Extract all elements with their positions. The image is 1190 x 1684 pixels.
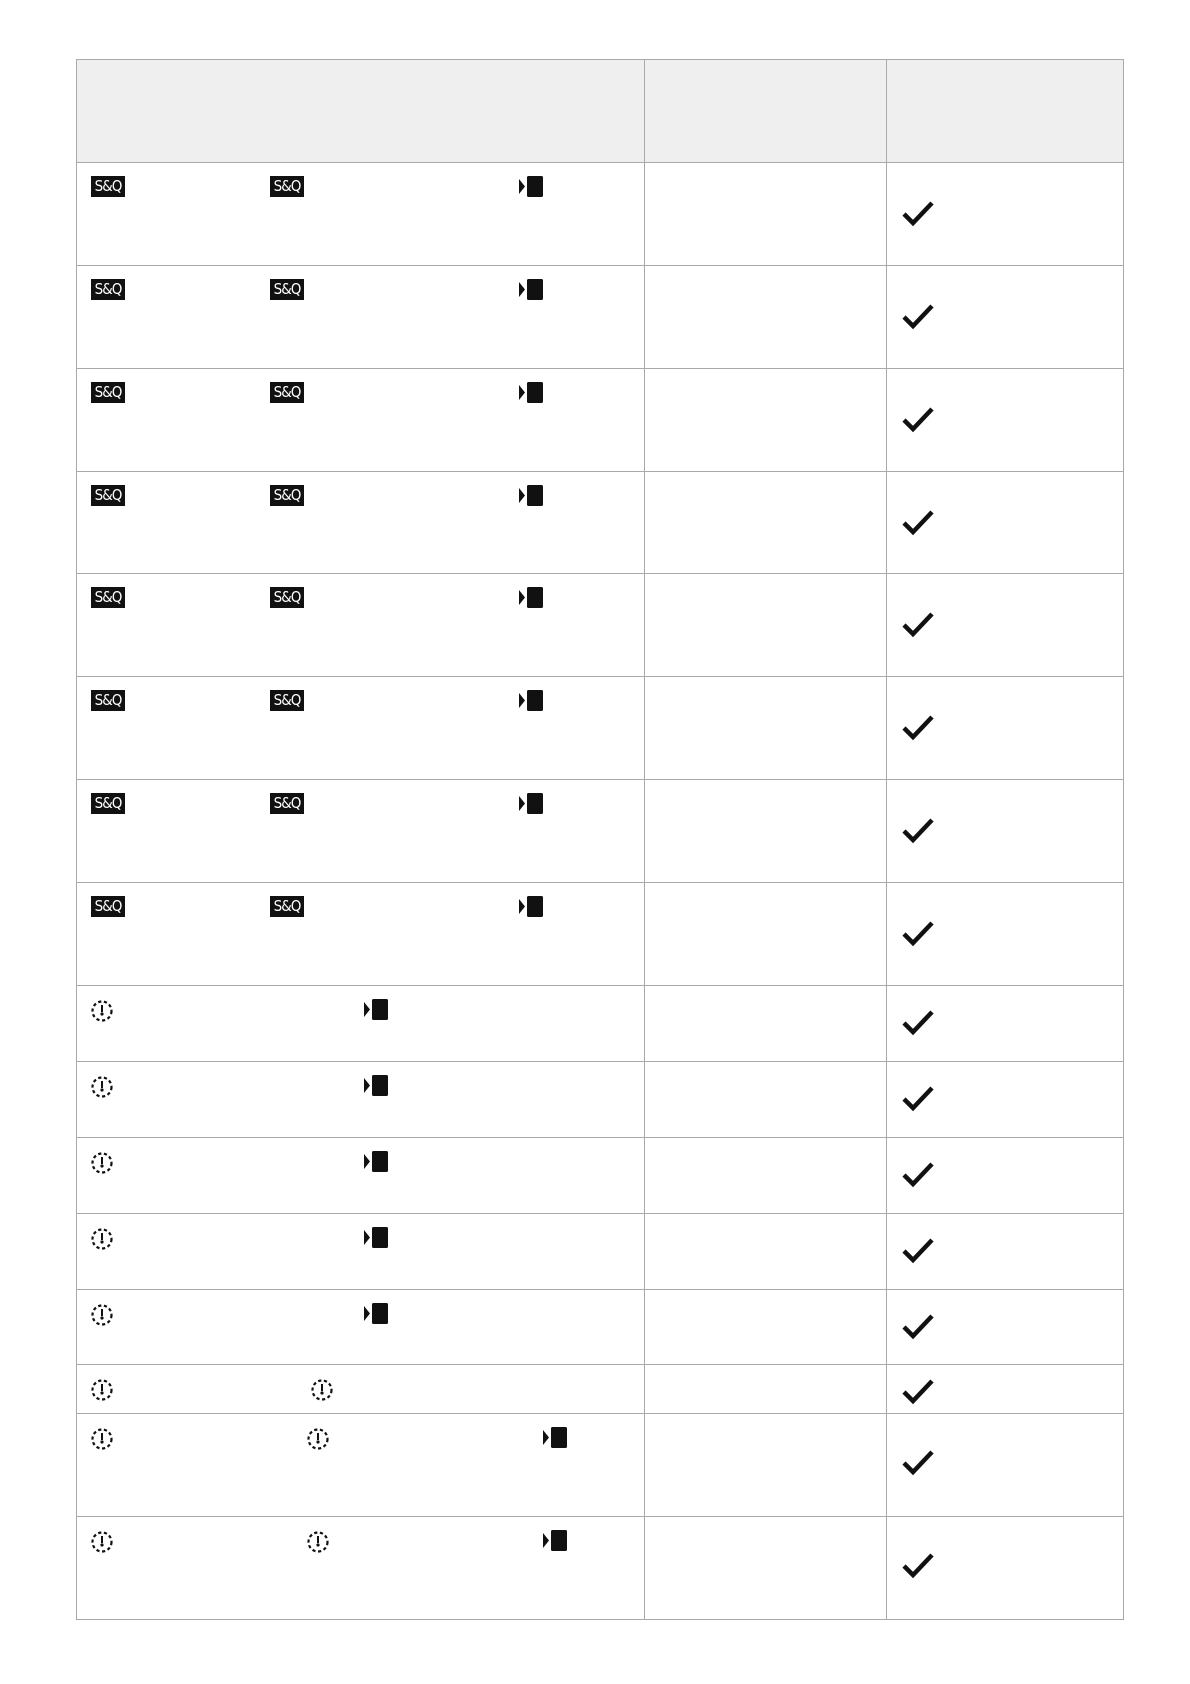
table-row [77, 677, 1124, 780]
sq-badge-icon: S&Q [270, 690, 304, 711]
value-cell [645, 1517, 887, 1620]
checkmark-icon [901, 302, 935, 332]
check-cell [887, 163, 1124, 266]
table-row [77, 1290, 1124, 1365]
sq-badge-icon: S&Q [91, 793, 125, 814]
table-row [77, 1214, 1124, 1290]
icon-cell [77, 266, 645, 369]
interval-timer-icon [306, 1530, 330, 1554]
check-cell [887, 369, 1124, 472]
value-cell [645, 369, 887, 472]
interval-timer-icon [90, 999, 114, 1023]
value-cell [645, 1214, 887, 1290]
check-cell [887, 472, 1124, 574]
movie-icon [543, 1427, 569, 1448]
table-row [77, 472, 1124, 574]
value-cell [645, 883, 887, 986]
movie-icon [519, 176, 545, 197]
interval-timer-icon [90, 1378, 114, 1402]
sq-badge-icon: S&Q [270, 485, 304, 506]
checkmark-icon [901, 1551, 935, 1581]
movie-icon [364, 999, 390, 1020]
table-row [77, 1517, 1124, 1620]
check-cell [887, 1214, 1124, 1290]
table-row [77, 1414, 1124, 1517]
movie-icon [519, 485, 545, 506]
check-cell [887, 1365, 1124, 1414]
table-row [77, 163, 1124, 266]
checkmark-icon [901, 1312, 935, 1342]
interval-timer-icon [90, 1075, 114, 1099]
icon-cell [77, 883, 645, 986]
movie-icon [519, 382, 545, 403]
interval-timer-icon [310, 1378, 334, 1402]
check-cell [887, 1414, 1124, 1517]
icon-cell [77, 1062, 645, 1138]
checkmark-icon [901, 816, 935, 846]
check-cell [887, 574, 1124, 677]
table-header-row [77, 60, 1124, 163]
checkmark-icon [901, 1084, 935, 1114]
sq-badge-icon: S&Q [270, 176, 304, 197]
value-cell [645, 472, 887, 574]
icon-cell [77, 163, 645, 266]
table-row [77, 574, 1124, 677]
sq-badge-icon: S&Q [91, 690, 125, 711]
movie-icon [519, 896, 545, 917]
checkmark-icon [901, 405, 935, 435]
interval-timer-icon [90, 1227, 114, 1251]
table-row [77, 1062, 1124, 1138]
icon-cell [77, 472, 645, 574]
checkmark-icon [901, 713, 935, 743]
header-cell-1 [77, 60, 645, 163]
icon-cell [77, 1290, 645, 1365]
icon-cell [77, 1414, 645, 1517]
check-cell [887, 266, 1124, 369]
checkmark-icon [901, 1008, 935, 1038]
movie-icon [543, 1530, 569, 1551]
sq-badge-icon: S&Q [91, 485, 125, 506]
sq-badge-icon: S&Q [91, 279, 125, 300]
movie-icon [364, 1303, 390, 1324]
checkmark-icon [901, 1377, 935, 1407]
table-row [77, 1365, 1124, 1414]
value-cell [645, 780, 887, 883]
icon-cell [77, 986, 645, 1062]
sq-badge-icon: S&Q [270, 279, 304, 300]
checkmark-icon [901, 1448, 935, 1478]
sq-badge-icon: S&Q [91, 382, 125, 403]
icon-cell [77, 574, 645, 677]
movie-icon [519, 587, 545, 608]
check-cell [887, 1517, 1124, 1620]
check-cell [887, 986, 1124, 1062]
checkmark-icon [901, 1236, 935, 1266]
value-cell [645, 1062, 887, 1138]
movie-icon [364, 1227, 390, 1248]
sq-badge-icon: S&Q [270, 382, 304, 403]
check-cell [887, 1138, 1124, 1214]
sq-badge-icon: S&Q [91, 587, 125, 608]
interval-timer-icon [90, 1303, 114, 1327]
interval-timer-icon [90, 1151, 114, 1175]
table-row [77, 883, 1124, 986]
interval-timer-icon [90, 1427, 114, 1451]
table-row [77, 780, 1124, 883]
value-cell [645, 163, 887, 266]
check-cell [887, 1062, 1124, 1138]
icon-cell [77, 369, 645, 472]
checkmark-icon [901, 1160, 935, 1190]
sq-badge-icon: S&Q [270, 896, 304, 917]
movie-icon [364, 1075, 390, 1096]
icon-cell [77, 1138, 645, 1214]
value-cell [645, 986, 887, 1062]
sq-badge-icon: S&Q [91, 896, 125, 917]
movie-icon [519, 690, 545, 711]
checkmark-icon [901, 610, 935, 640]
movie-icon [519, 279, 545, 300]
value-cell [645, 1414, 887, 1517]
checkmark-icon [901, 919, 935, 949]
table-row [77, 369, 1124, 472]
table-body [77, 163, 1124, 1620]
table-row [77, 986, 1124, 1062]
value-cell [645, 677, 887, 780]
header-cell-2 [645, 60, 887, 163]
value-cell [645, 1290, 887, 1365]
checkmark-icon [901, 199, 935, 229]
checkmark-icon [901, 508, 935, 538]
value-cell [645, 1138, 887, 1214]
check-cell [887, 677, 1124, 780]
interval-timer-icon [306, 1427, 330, 1451]
icon-cell [77, 780, 645, 883]
value-cell [645, 1365, 887, 1414]
interval-timer-icon [90, 1530, 114, 1554]
icon-cell [77, 1214, 645, 1290]
movie-icon [519, 793, 545, 814]
check-cell [887, 1290, 1124, 1365]
sq-badge-icon: S&Q [270, 793, 304, 814]
sq-badge-icon: S&Q [270, 587, 304, 608]
icon-cell [77, 1365, 645, 1414]
settings-table [76, 59, 1124, 1620]
check-cell [887, 883, 1124, 986]
movie-icon [364, 1151, 390, 1172]
header-cell-3 [887, 60, 1124, 163]
table-row [77, 266, 1124, 369]
value-cell [645, 574, 887, 677]
check-cell [887, 780, 1124, 883]
sq-badge-icon: S&Q [91, 176, 125, 197]
icon-cell [77, 1517, 645, 1620]
table-row [77, 1138, 1124, 1214]
icon-cell [77, 677, 645, 780]
value-cell [645, 266, 887, 369]
